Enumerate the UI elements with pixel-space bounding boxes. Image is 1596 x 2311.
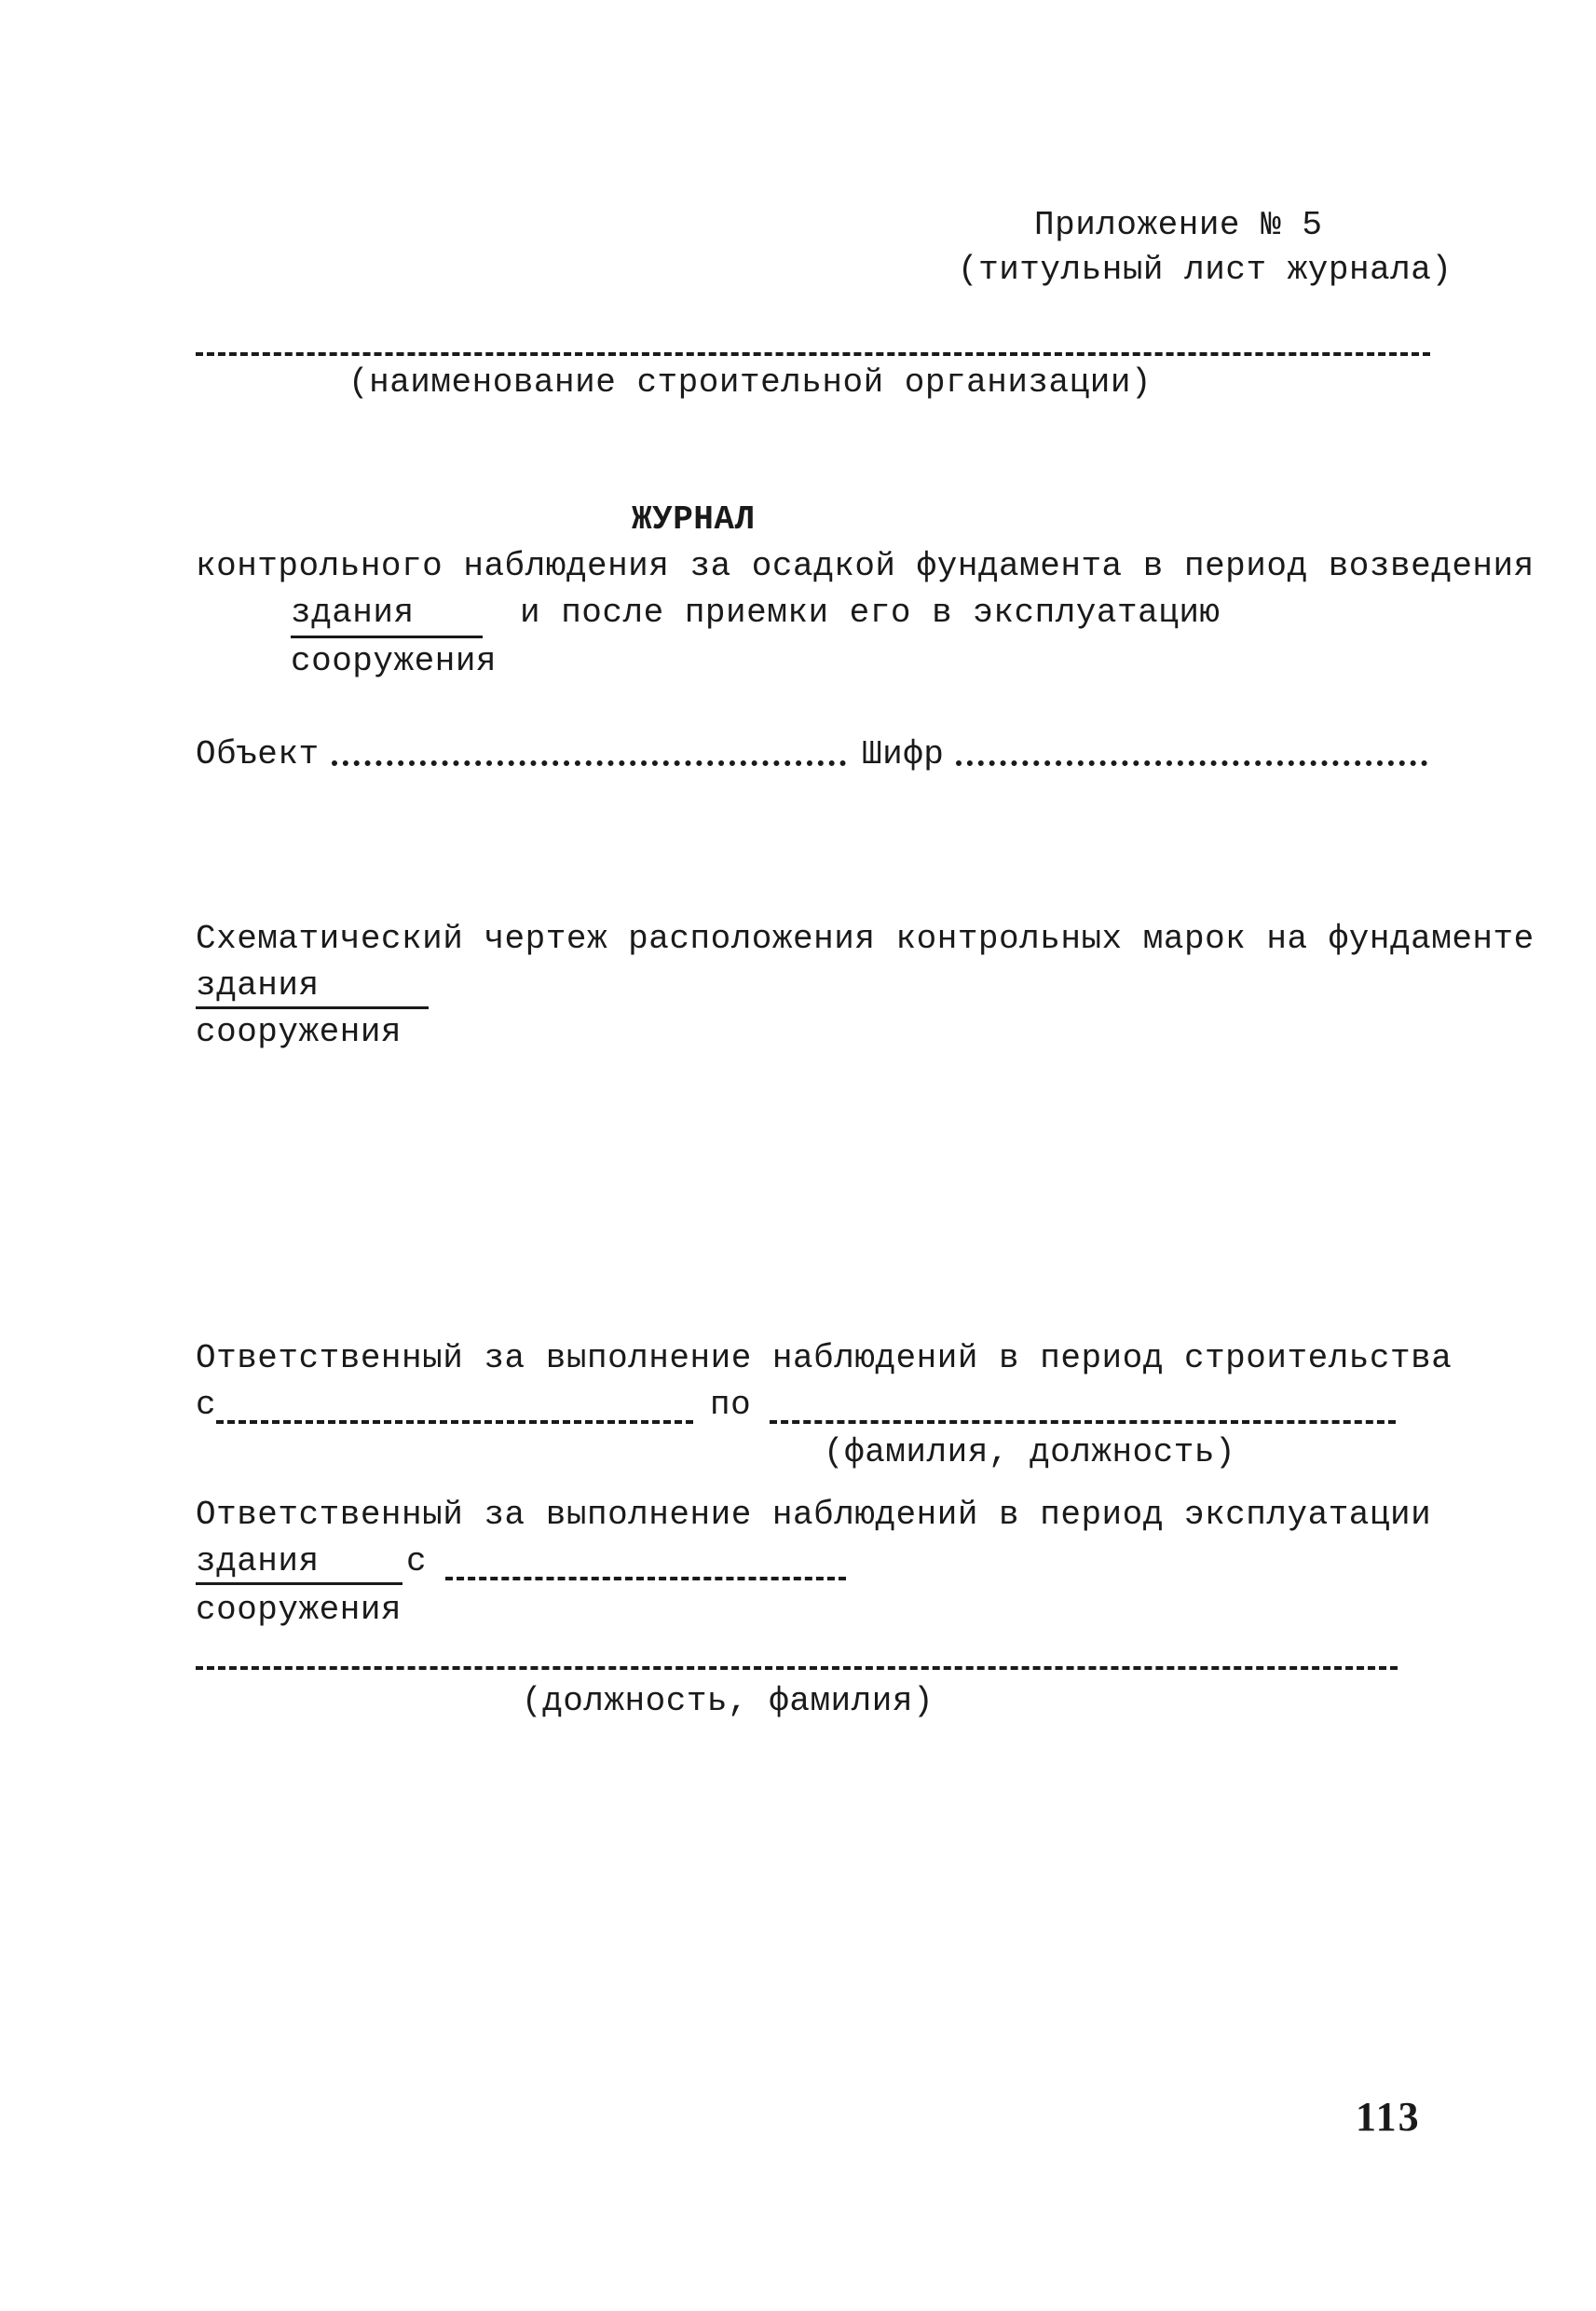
appendix-subtitle: (титульный лист журнала) (958, 251, 1453, 289)
variant-underline (196, 1006, 429, 1009)
construction-from-line (216, 1420, 693, 1424)
scheme-line-1: Схематический чертеж расположения контрольных марок на фундаменте (196, 920, 1535, 958)
variant-underline (291, 636, 483, 638)
journal-variant-building: здания (291, 594, 415, 632)
code-fill-line (956, 760, 1427, 766)
operation-from-line (445, 1577, 846, 1580)
operation-signature-line (196, 1666, 1398, 1670)
journal-heading: ЖУРНАЛ (632, 500, 756, 539)
code-label: Шифр (862, 735, 945, 773)
journal-variant-structure: сооружения (291, 642, 498, 680)
operation-variant-structure: сооружения (196, 1591, 402, 1629)
journal-line-1: контрольного наблюдения за осадкой фундамента в период возведения (196, 547, 1535, 585)
construction-caption: (фамилия, должность) (824, 1433, 1236, 1471)
scheme-variant-structure: сооружения (196, 1013, 402, 1051)
responsible-construction-line: Ответственный за выполнение наблюдений в период строительства (196, 1339, 1453, 1377)
operation-from-label: с (406, 1542, 428, 1580)
variant-underline (196, 1582, 402, 1585)
journal-line-2: и после приемки его в эксплуатацию (520, 594, 1221, 632)
object-fill-line (332, 760, 846, 766)
object-label: Объект (196, 735, 320, 773)
construction-to-line (770, 1420, 1396, 1424)
appendix-number: Приложение № 5 (1034, 206, 1323, 244)
construction-from-label: с (196, 1386, 217, 1424)
organization-caption: (наименование строительной организации) (348, 363, 1153, 402)
operation-caption: (должность, фамилия) (522, 1682, 934, 1720)
page-number: 113 (1356, 2094, 1421, 2140)
responsible-operation-line: Ответственный за выполнение наблюдений в период эксплуатации (196, 1496, 1432, 1534)
organization-name-line (196, 352, 1430, 356)
scheme-variant-building: здания (196, 966, 320, 1005)
construction-to-label: по (710, 1386, 752, 1424)
operation-variant-building: здания (196, 1542, 320, 1580)
